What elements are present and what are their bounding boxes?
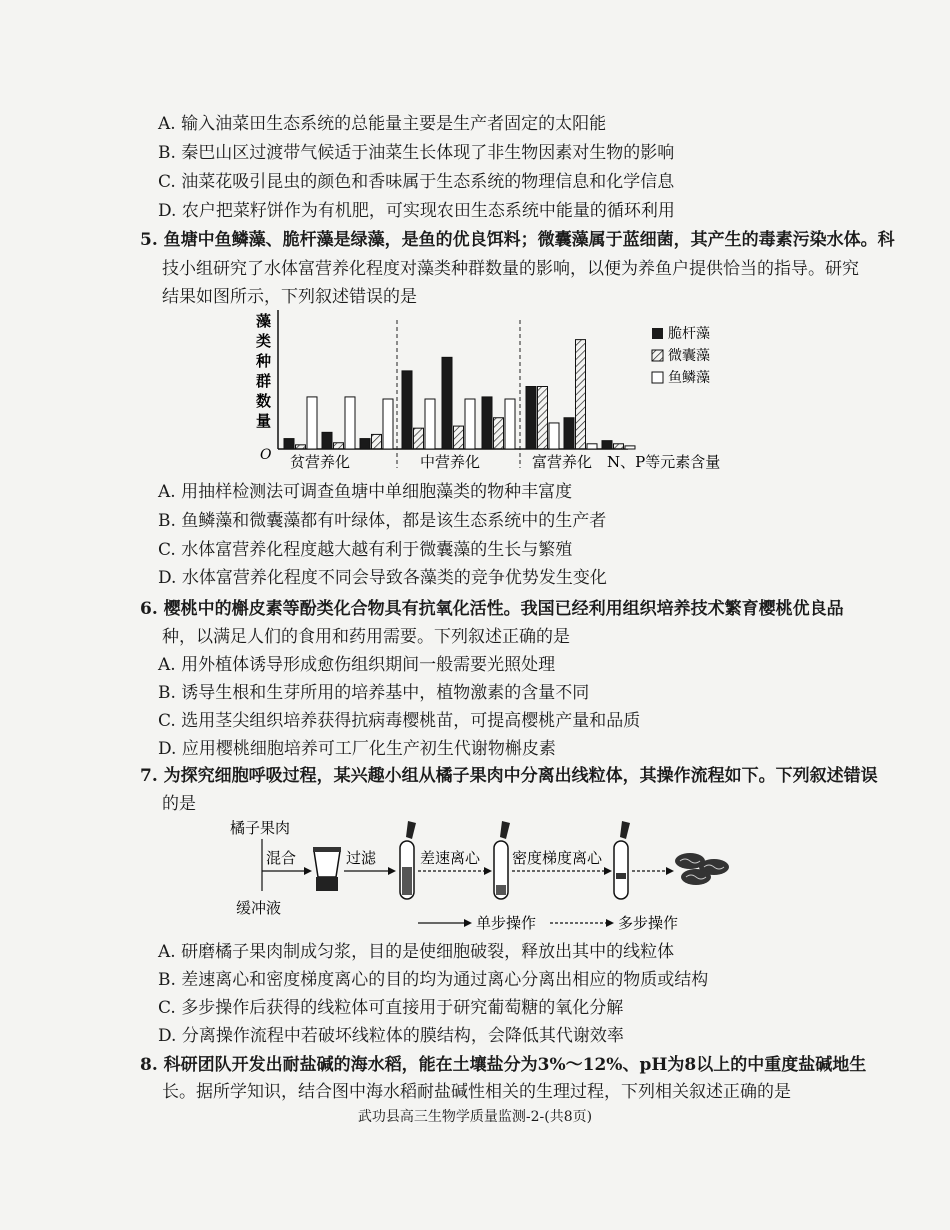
fruit-label: 橘子果肉 [230, 819, 291, 837]
region-label-middle: 中营养化 [420, 453, 481, 471]
bar-mallomonas-1 [345, 397, 355, 449]
bar-microcystis-6 [538, 387, 548, 450]
bar-microcystis-2 [372, 434, 382, 449]
q6-option-b: B. 诱导生根和生芽所用的培养基中，植物激素的含量不同 [158, 683, 590, 703]
diff-centrifuge-label: 差速离心 [420, 849, 481, 867]
bar-diatom-8 [602, 441, 612, 449]
bar-mallomonas-4 [465, 399, 475, 449]
q5-stem-line3: 结果如图所示，下列叙述错误的是 [162, 287, 417, 307]
bar-mallomonas-5 [505, 399, 515, 449]
q8-stem-line2: 长。据所学知识，结合图中海水稻耐盐碱性相关的生理过程，下列相关叙述正确的是 [162, 1082, 791, 1102]
density-centrifuge-label: 密度梯度离心 [512, 849, 603, 867]
filter-label: 过滤 [346, 849, 377, 867]
bar-microcystis-3 [414, 428, 424, 449]
bar-microcystis-1 [334, 443, 344, 449]
legend-swatch-diatom [652, 328, 663, 339]
bar-diatom-1 [322, 432, 332, 449]
q7-stem-line1: 7. 为探究细胞呼吸过程，某兴趣小组从橘子果肉中分离出线粒体，其操作流程如下。下列叙述错误 [140, 766, 878, 786]
q5-option-b: B. 鱼鳞藻和微囊藻都有叶绿体，都是该生态系统中的生产者 [158, 511, 607, 531]
y-axis-label: 藻类种群数量 [256, 312, 272, 430]
q7-option-c: C. 多步操作后获得的线粒体可直接用于研究葡萄糖的氧化分解 [158, 998, 624, 1018]
q6-option-c: C. 选用茎尖组织培养获得抗病毒樱桃苗，可提高樱桃产量和品质 [158, 711, 641, 731]
bar-diatom-4 [442, 357, 452, 449]
legend-label-microcystis: 微囊藻 [668, 348, 710, 364]
bar-diatom-2 [360, 439, 370, 449]
mix-label: 混合 [266, 849, 297, 867]
page-footer: 武功县高三生物学质量监测-2-(共8页) [357, 1109, 593, 1125]
q7-option-a: A. 研磨橘子果肉制成匀浆，目的是使细胞破裂，释放出其中的线粒体 [158, 942, 675, 962]
bar-diatom-5 [482, 397, 492, 449]
legend-label-diatom: 脆杆藻 [668, 326, 710, 342]
x-axis-label: N、P等元素含量 [607, 453, 721, 471]
legend-label-mallomonas: 鱼鳞藻 [668, 370, 710, 386]
bar-diatom-7 [564, 418, 574, 449]
bar-mallomonas-6 [549, 423, 559, 449]
multi-step-label: 多步操作 [618, 914, 679, 932]
q6-option-d: D. 应用樱桃细胞培养可工厂化生产初生代谢物槲皮素 [158, 739, 556, 759]
centrifuge-tube-1 [400, 821, 416, 899]
origin-label: O [260, 447, 272, 463]
single-step-label: 单步操作 [476, 914, 537, 932]
bar-diatom-3 [402, 371, 412, 449]
buffer-label: 缓冲液 [236, 899, 282, 917]
q5-option-c: C. 水体富营养化程度越大越有利于微囊藻的生长与繁殖 [158, 540, 573, 560]
q4-option-c: C. 油菜花吸引昆虫的颜色和香味属于生态系统的物理信息和化学信息 [158, 172, 675, 192]
bar-microcystis-5 [494, 418, 504, 449]
q6-stem-line1: 6. 樱桃中的槲皮素等酚类化合物具有抗氧化活性。我国已经利用组织培养技术繁育樱桃优良品 [140, 599, 844, 619]
q7-stem-line2: 的是 [162, 794, 196, 814]
bar-mallomonas-8 [625, 446, 635, 449]
bar-microcystis-4 [454, 426, 464, 449]
q5-stem-line2: 技小组研究了水体富营养化程度对藻类种群数量的影响，以便为养鱼户提供恰当的指导。研究 [162, 259, 859, 279]
legend-swatch-microcystis [652, 350, 663, 361]
q8-stem-line1: 8. 科研团队开发出耐盐碱的海水稻，能在土壤盐分为3%～12%、pH为8以上的中重度盐碱地生 [140, 1055, 867, 1075]
legend [652, 325, 710, 386]
q7-option-b: B. 差速离心和密度梯度离心的目的均为通过离心分离出相应的物质或结构 [158, 970, 709, 990]
bar-mallomonas-2 [383, 399, 393, 449]
blender-icon [313, 847, 341, 891]
mitochondria-icon [675, 853, 729, 885]
bar-diatom-0 [284, 439, 294, 449]
centrifuge-tube-2 [494, 821, 510, 899]
bar-mallomonas-7 [587, 444, 597, 449]
centrifuge-tube-3 [614, 821, 630, 899]
bar-microcystis-0 [296, 445, 306, 449]
legend-swatch-mallomonas [652, 372, 663, 383]
q4-option-d: D. 农户把菜籽饼作为有机肥，可实现农田生态系统中能量的循环利用 [158, 201, 675, 221]
q5-stem-line1: 5. 鱼塘中鱼鳞藻、脆杆藻是绿藻，是鱼的优良饵料；微囊藻属于蓝细菌，其产生的毒素污染水体。科 [140, 230, 895, 250]
region-label-rich: 富营养化 [532, 453, 593, 471]
q6-stem-line2: 种，以满足人们的食用和药用需要。下列叙述正确的是 [162, 627, 570, 647]
bars-group [284, 340, 635, 449]
bar-mallomonas-3 [425, 399, 435, 449]
bar-microcystis-8 [614, 444, 624, 449]
q7-option-d: D. 分离操作流程中若破坏线粒体的膜结构，会降低其代谢效率 [158, 1026, 624, 1046]
bar-diatom-6 [526, 387, 536, 450]
q5-option-a: A. 用抽样检测法可调查鱼塘中单细胞藻类的物种丰富度 [158, 482, 573, 502]
bar-microcystis-7 [576, 340, 586, 449]
q6-option-a: A. 用外植体诱导形成愈伤组织期间一般需要光照处理 [158, 655, 556, 675]
q4-option-b: B. 秦巴山区过渡带气候适于油菜生长体现了非生物因素对生物的影响 [158, 143, 675, 163]
q5-option-d: D. 水体富营养化程度不同会导致各藻类的竞争优势发生变化 [158, 568, 607, 588]
q4-option-a: A. 输入油菜田生态系统的总能量主要是生产者固定的太阳能 [158, 114, 607, 134]
region-label-poor: 贫营养化 [290, 453, 351, 471]
bar-mallomonas-0 [307, 397, 317, 449]
mitochondria-isolation-diagram [220, 815, 740, 935]
algae-bar-chart [240, 306, 740, 478]
